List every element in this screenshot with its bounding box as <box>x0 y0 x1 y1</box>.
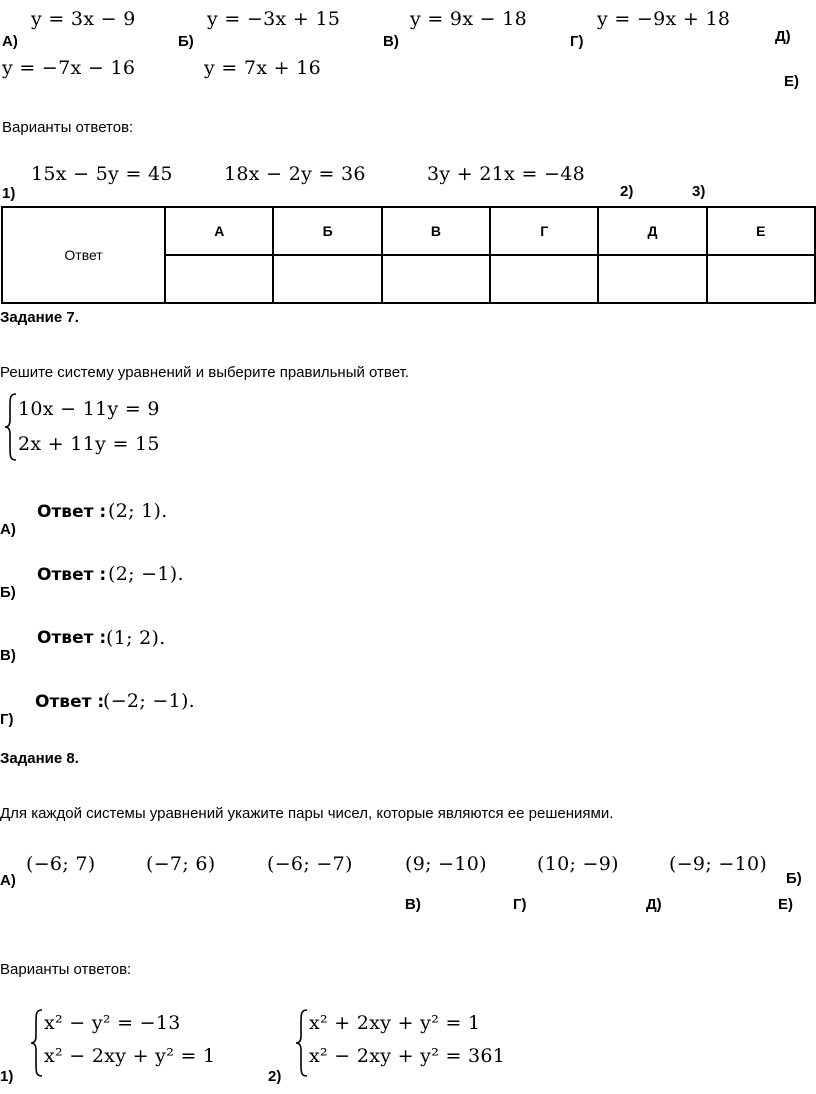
answer-b-label: Б) <box>0 584 16 601</box>
option-2-label: 2) <box>620 183 634 200</box>
answer-g-label: Г) <box>0 711 14 728</box>
pair-v-label: В) <box>405 896 421 913</box>
system-brace-8-1 <box>30 1008 44 1078</box>
system-brace-8-2 <box>295 1008 309 1078</box>
system-8-1-label: 1) <box>0 1068 14 1085</box>
pair-b-value: (−7; 6) <box>146 853 216 875</box>
system-7-line-1: 10x − 11y = 9 <box>18 398 160 420</box>
pair-a-label: А) <box>0 872 16 889</box>
pair-d-value: (10; −9) <box>537 853 619 875</box>
answer-a-value: (2; 1). <box>108 500 168 522</box>
system-8-1-line-1: x² − y² = −13 <box>44 1012 181 1034</box>
pair-e-value: (−9; −10) <box>669 853 768 875</box>
task-8-title: Задание 8. <box>0 750 79 767</box>
task-7-title: Задание 7. <box>0 309 79 326</box>
equation-e: y = 7x + 16 <box>204 57 322 79</box>
answer-a-label: А) <box>0 521 16 538</box>
label-a: А) <box>2 33 18 50</box>
answer-b-word: Ответ : <box>37 565 107 585</box>
system-7-line-2: 2x + 11y = 15 <box>18 433 160 455</box>
answer-a-word: Ответ : <box>37 502 107 522</box>
system-brace-7 <box>4 392 18 462</box>
task-7-instruction: Решите систему уравнений и выберите правильный ответ. <box>0 364 409 381</box>
system-8-1-line-2: x² − 2xy + y² = 1 <box>44 1045 216 1067</box>
label-g: Г) <box>570 33 584 50</box>
task-8-instruction: Для каждой системы уравнений укажите пары чисел, которые являются ее решениями. <box>0 805 614 822</box>
answer-v-value: (1; 2). <box>106 627 166 649</box>
pair-b-label: Б) <box>786 870 802 887</box>
variants-label: Варианты ответов: <box>2 119 134 136</box>
table-header-v: В <box>382 207 490 255</box>
equation-v: y = 9x − 18 <box>410 8 528 30</box>
answer-cell-a[interactable] <box>165 255 273 303</box>
task-8-variants-label: Варианты ответов: <box>0 961 132 978</box>
answer-g-value: (−2; −1). <box>103 690 196 712</box>
label-e: Е) <box>784 73 799 90</box>
label-d: Д) <box>775 28 791 45</box>
option-3-label: 3) <box>692 183 706 200</box>
answer-cell-e[interactable] <box>707 255 815 303</box>
answer-cell-d[interactable] <box>598 255 706 303</box>
pair-e-label: Е) <box>778 896 793 913</box>
pair-v-value: (−6; −7) <box>267 853 353 875</box>
answer-table <box>1 206 816 304</box>
answer-cell-v[interactable] <box>382 255 490 303</box>
equation-b: y = −3x + 15 <box>207 8 341 30</box>
pair-g-value: (9; −10) <box>405 853 487 875</box>
answer-row-label: Ответ <box>2 207 165 303</box>
label-b: Б) <box>178 33 194 50</box>
pair-a-value: (−6; 7) <box>26 853 96 875</box>
answer-v-label: В) <box>0 647 16 664</box>
table-header-e: Е <box>707 207 815 255</box>
table-header-a: А <box>165 207 273 255</box>
label-v: В) <box>383 33 399 50</box>
table-header-g: Г <box>490 207 598 255</box>
option-2-equation: 18x − 2y = 36 <box>224 163 366 185</box>
table-header-d: Д <box>598 207 706 255</box>
option-3-equation: 3y + 21x = −48 <box>427 163 586 185</box>
equation-d: y = −7x − 16 <box>2 57 136 79</box>
answer-b-value: (2; −1). <box>108 563 184 585</box>
table-header-b: Б <box>273 207 381 255</box>
answer-cell-g[interactable] <box>490 255 598 303</box>
equation-g: y = −9x + 18 <box>597 8 731 30</box>
answer-g-word: Ответ : <box>35 692 105 712</box>
answer-v-word: Ответ : <box>37 628 107 648</box>
option-1-equation: 15x − 5y = 45 <box>31 163 173 185</box>
answer-cell-b[interactable] <box>273 255 381 303</box>
pair-d-label: Д) <box>646 896 662 913</box>
option-1-label: 1) <box>2 185 16 202</box>
pair-g-label: Г) <box>513 896 527 913</box>
system-8-2-line-1: x² + 2xy + y² = 1 <box>309 1012 481 1034</box>
system-8-2-label: 2) <box>268 1068 282 1085</box>
equation-a: y = 3x − 9 <box>31 8 136 30</box>
system-8-2-line-2: x² − 2xy + y² = 361 <box>309 1045 506 1067</box>
